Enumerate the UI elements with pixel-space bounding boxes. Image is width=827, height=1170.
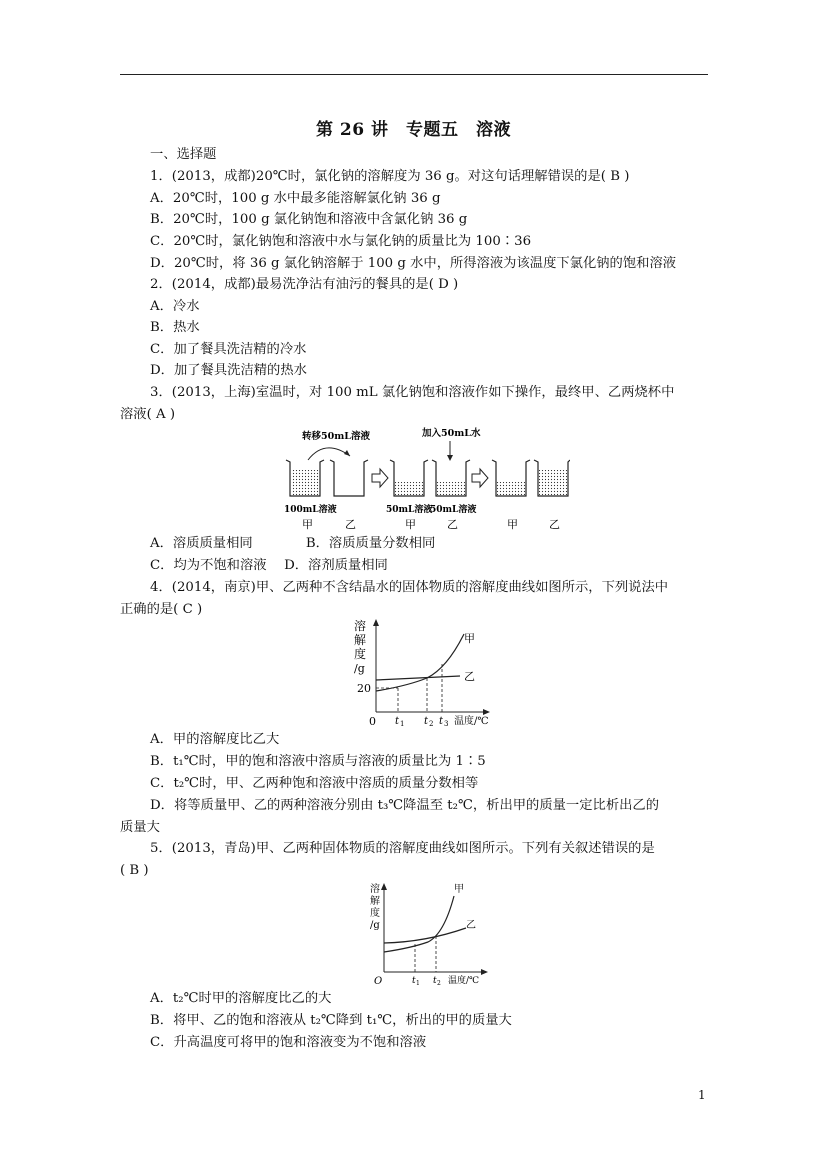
q5-option-a: A．t₂℃时甲的溶解度比乙的大 <box>150 991 332 1006</box>
q3-stem-line2: 溶液( A ) <box>120 407 176 422</box>
q4-xlabel: 温度/℃ <box>454 716 489 727</box>
header-rule <box>120 74 708 75</box>
q4-option-d-line1: D．将等质量甲、乙的两种溶液分别由 t₃℃降温至 t₂℃，析出甲的质量一定比析出乙的 <box>150 798 660 813</box>
q4-xtick-t3-sub: 3 <box>444 720 449 728</box>
q1-stem: 1．(2013，成都)20℃时，氯化钠的溶解度为 36 g。对这句话理解错误的是( B ) <box>150 169 630 184</box>
q5-stem-line1: 5．(2013，青岛)甲、乙两种固体物质的溶解度曲线如图所示。下列有关叙述错误的是 <box>150 841 655 856</box>
q4-ylabel-3: 度 <box>354 647 367 661</box>
beaker-yi-1 <box>330 460 368 496</box>
q4-ylabel-2: 解 <box>354 633 367 647</box>
q5-label-jia: 甲 <box>454 884 464 895</box>
q4-label-yi: 乙 <box>464 670 475 683</box>
page-title: 第 26 讲 专题五 溶液 <box>316 120 511 140</box>
q5-xtick-t1-sub: 1 <box>416 980 420 986</box>
q1-option-b: B．20℃时，100 g 氯化钠饱和溶液中含氯化钠 36 g <box>150 212 468 227</box>
q1-option-a: A．20℃时，100 g 水中最多能溶解氯化钠 36 g <box>150 191 441 206</box>
beaker-jia-2 <box>390 460 428 496</box>
q4-stem-line1: 4．(2014，南京)甲、乙两种不含结晶水的固体物质的溶解度曲线如图所示，下列说法中 <box>150 580 669 595</box>
q5-curve-yi <box>384 928 466 943</box>
section-heading: 一、选择题 <box>150 147 217 162</box>
q5-ylabel-3: 度 <box>370 908 380 919</box>
beaker-yi-3 <box>534 460 570 496</box>
label-jia-1: 甲 <box>302 518 313 531</box>
q4-xtick-t2: t <box>424 716 429 727</box>
q4-origin: 0 <box>369 715 376 728</box>
q4-option-b: B．t₁℃时，甲的饱和溶液中溶质与溶液的质量比为 1∶5 <box>150 754 486 769</box>
q5-xlabel: 温度/℃ <box>448 976 480 986</box>
q4-stem-line2: 正确的是( C ) <box>120 602 203 617</box>
label-jia-3: 甲 <box>507 518 518 531</box>
q4-option-a: A．甲的溶解度比乙大 <box>150 732 280 747</box>
q2-option-b: B．热水 <box>150 320 200 335</box>
q5-option-b: B．将甲、乙的饱和溶液从 t₂℃降到 t₁℃，析出的甲的质量大 <box>150 1013 512 1028</box>
q4-curve-jia <box>376 634 464 691</box>
beaker-yi-2 <box>432 460 470 496</box>
q5-stem-line2: ( B ) <box>120 863 149 878</box>
solubility-chart-q4 <box>352 616 492 728</box>
transfer-label: 转移50mL溶液 <box>302 431 370 442</box>
q4-curve-yi <box>376 676 460 680</box>
label-100ml: 100mL溶液 <box>284 505 337 515</box>
q5-option-c: C．升高温度可将甲的饱和溶液变为不饱和溶液 <box>150 1035 427 1050</box>
q5-xtick-t2-sub: 2 <box>437 980 441 986</box>
q5-origin: O <box>374 976 383 986</box>
q1-option-d: D．20℃时，将 36 g 氯化钠溶解于 100 g 水中，所得溶液为该温度下氯化钠的饱和溶液 <box>150 256 677 271</box>
label-50ml-b: 50mL溶液 <box>430 505 477 515</box>
q3-options-cd: C．均为不饱和溶液 D．溶剂质量相同 <box>150 558 388 573</box>
beaker-figure <box>280 424 570 534</box>
q2-option-d: D．加了餐具洗洁精的热水 <box>150 363 307 378</box>
q5-xtick-t2: t <box>433 976 437 986</box>
label-yi-2: 乙 <box>447 518 458 531</box>
label-jia-2: 甲 <box>405 518 416 531</box>
q4-tick-20: 20 <box>357 682 371 695</box>
q3-stem-line1: 3．(2013，上海)室温时，对 100 mL 氯化钠饱和溶液作如下操作，最终甲、乙两烧杯中 <box>150 385 675 400</box>
page-number: 1 <box>698 1088 706 1102</box>
beaker-jia-1 <box>286 460 324 496</box>
q3-options-ab: A．溶质质量相同 B．溶质质量分数相同 <box>150 536 436 551</box>
q1-option-c: C．20℃时，氯化钠饱和溶液中水与氯化钠的质量比为 100∶36 <box>150 234 532 249</box>
q5-ylabel-4: /g <box>370 920 380 931</box>
beaker-jia-3 <box>492 460 530 496</box>
step-arrow-1 <box>372 469 388 487</box>
q4-xtick-t1: t <box>395 716 400 727</box>
q5-ylabel-1: 溶 <box>370 884 380 895</box>
q5-xtick-t1: t <box>412 976 416 986</box>
q4-option-d-line2: 质量大 <box>120 820 160 835</box>
transfer-arrow <box>308 448 350 460</box>
q4-ylabel-4: /g <box>354 662 365 675</box>
q4-label-jia: 甲 <box>464 632 475 645</box>
q4-xtick-t2-sub: 2 <box>429 720 434 728</box>
step-arrow-2 <box>472 469 488 487</box>
label-50ml-a: 50mL溶液 <box>386 505 433 515</box>
q5-ylabel-2: 解 <box>370 896 380 907</box>
q5-label-yi: 乙 <box>466 920 476 931</box>
solubility-chart-q5 <box>366 880 492 986</box>
q5-curve-jia <box>384 896 454 952</box>
q4-option-c: C．t₂℃时，甲、乙两种饱和溶液中溶质的质量分数相等 <box>150 776 479 791</box>
add-water-label: 加入50mL水 <box>422 428 481 439</box>
q2-option-a: A．冷水 <box>150 299 200 314</box>
q2-option-c: C．加了餐具洗洁精的冷水 <box>150 342 307 357</box>
q4-ylabel-1: 溶 <box>354 619 367 633</box>
q2-stem: 2．(2014，成都)最易洗净沾有油污的餐具的是( D ) <box>150 277 459 292</box>
label-yi-1: 乙 <box>345 518 356 531</box>
label-yi-3: 乙 <box>549 518 560 531</box>
q4-xtick-t3: t <box>439 716 444 727</box>
q4-xtick-t1-sub: 1 <box>400 720 405 728</box>
